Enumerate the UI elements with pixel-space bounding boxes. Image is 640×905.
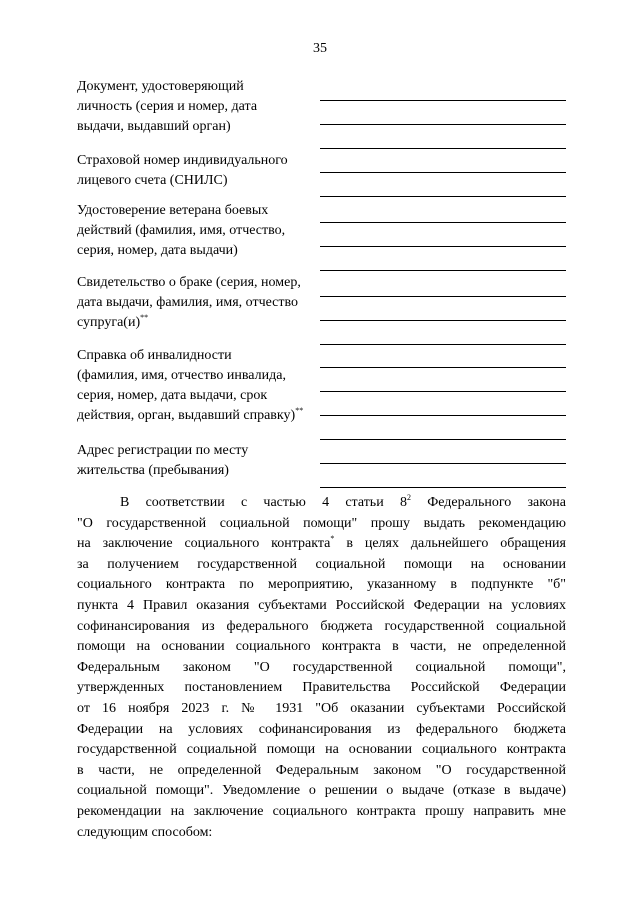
- paragraph-text: в целях дальнейшего обращения: [334, 536, 566, 552]
- label-line: серия, номер, дата выдачи, срок: [77, 388, 268, 403]
- label-line: Документ, удостоверяющий: [77, 79, 244, 94]
- label-line: (фамилия, имя, отчество инвалида,: [77, 368, 286, 383]
- fill-line-disability-certificate[interactable]: [320, 439, 566, 440]
- label-line: выдачи, выдавший орган): [77, 119, 231, 134]
- label-line: Страховой номер индивидуального: [77, 153, 288, 168]
- body-paragraph: [77, 493, 566, 843]
- label-line: Адрес регистрации по месту: [77, 443, 249, 458]
- fill-line-disability-certificate[interactable]: [320, 415, 566, 416]
- paragraph-line: в части, не определенной Федеральным законом "О государственной: [77, 762, 566, 778]
- footnote-mark: **: [295, 406, 304, 415]
- label-line: [77, 406, 303, 426]
- fill-line-veteran-certificate[interactable]: [320, 222, 566, 223]
- fill-line-disability-certificate[interactable]: [320, 367, 566, 368]
- paragraph-line: за получением государственной социальной помощи на основании: [77, 556, 566, 572]
- footnote-mark: *: [330, 534, 335, 544]
- label-line: жительства (пребывания): [77, 463, 229, 478]
- field-label-veteran-certificate: [77, 201, 285, 261]
- paragraph-line: от 16 ноября 2023 г. № 1931 "Об оказании субъектами Российской: [77, 700, 566, 716]
- paragraph-line: "О государственной социальной помощи" прошу выдать рекомендацию: [77, 515, 566, 531]
- label-text: супруга(и): [77, 315, 141, 330]
- fill-line-veteran-certificate[interactable]: [320, 270, 566, 271]
- fill-line-registration-address[interactable]: [320, 487, 566, 488]
- paragraph-line: пункта 4 Правил оказания субъектами Российской Федерации на условиях: [77, 597, 566, 613]
- field-label-identity-document: [77, 77, 257, 137]
- footnote-mark: **: [140, 313, 149, 322]
- paragraph-line: софинансирования из федерального бюджета государственной социальной: [77, 618, 566, 634]
- fill-line-marriage-certificate[interactable]: [320, 296, 566, 297]
- superscript: 2: [406, 493, 411, 502]
- paragraph-line: государственной социальной помощи на основании социального контракта: [77, 742, 566, 758]
- label-line: действий (фамилия, имя, отчество,: [77, 223, 286, 238]
- label-line: серия, номер, дата выдачи): [77, 243, 238, 258]
- fill-line-identity-document[interactable]: [320, 124, 566, 125]
- fill-line-identity-document[interactable]: [320, 100, 566, 101]
- fill-line-snils[interactable]: [320, 172, 566, 173]
- label-line: [77, 313, 301, 333]
- field-label-disability-certificate: [77, 346, 303, 426]
- fill-line-veteran-certificate[interactable]: [320, 246, 566, 247]
- fill-line-identity-document[interactable]: [320, 148, 566, 149]
- fill-line-marriage-certificate[interactable]: [320, 344, 566, 345]
- fill-line-snils[interactable]: [320, 196, 566, 197]
- label-line: личность (серия и номер, дата: [77, 99, 258, 114]
- fill-line-registration-address[interactable]: [320, 463, 566, 464]
- paragraph-line: социального контракта по мероприятию, указанному в подпункте "б": [77, 577, 566, 593]
- paragraph-line: [77, 534, 566, 555]
- paragraph-text: Федерального закона: [410, 495, 566, 510]
- label-line: дата выдачи, фамилия, имя, отчество: [77, 295, 299, 310]
- paragraph-line: Федеральным законом "О государственной социальной помощи",: [77, 659, 566, 675]
- page-number: 35: [313, 41, 327, 56]
- label-line: Справка об инвалидности: [77, 348, 232, 363]
- paragraph-line: следующим способом:: [77, 824, 213, 840]
- label-line: Удостоверение ветерана боевых: [77, 203, 269, 218]
- field-label-snils: [77, 151, 288, 191]
- field-label-registration-address: [77, 441, 248, 481]
- fill-line-marriage-certificate[interactable]: [320, 320, 566, 321]
- fill-line-disability-certificate[interactable]: [320, 391, 566, 392]
- paragraph-line: помощи на основании социального контракта в части, не определенной: [77, 639, 566, 655]
- label-text: действия, орган, выдавший справку): [77, 408, 296, 423]
- paragraph-line: социальной помощи". Уведомление о решении о выдаче (отказе в выдаче): [77, 783, 566, 799]
- paragraph-line: рекомендации на заключение социального контракта прошу направить мне: [77, 803, 566, 819]
- label-line: Свидетельство о браке (серия, номер,: [77, 275, 301, 290]
- paragraph-text: В соответствии с частью 4 статьи 8: [120, 495, 407, 510]
- field-label-marriage-certificate: [77, 273, 301, 333]
- paragraph-line: утвержденных постановлением Правительства Российской Федерации: [77, 680, 566, 696]
- paragraph-text: на заключение социального контракта: [77, 536, 331, 552]
- paragraph-line: Федерации на условиях софинансирования из федерального бюджета: [77, 721, 566, 737]
- label-line: лицевого счета (СНИЛС): [77, 173, 228, 188]
- paragraph-line: [77, 493, 566, 514]
